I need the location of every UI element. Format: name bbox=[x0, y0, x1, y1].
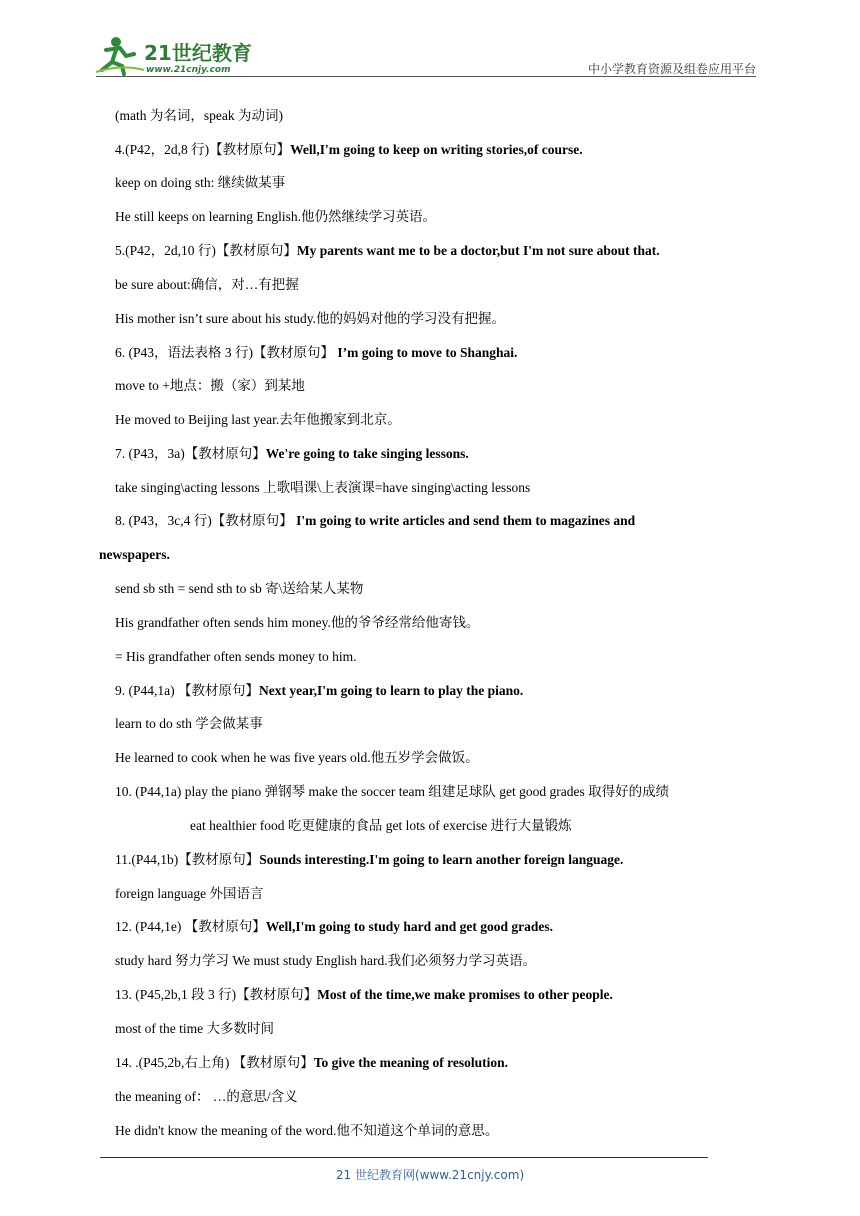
text-line bbox=[115, 242, 660, 260]
text-line bbox=[115, 344, 517, 362]
line-text: 9. (P44,1a) 【教材原句】 bbox=[115, 683, 259, 698]
line-text: most of the time 大多数时间 bbox=[115, 1021, 274, 1036]
original-sentence: My parents want me to be a doctor,but I'm not sure about that. bbox=[296, 243, 660, 258]
line-text: be sure about:确信，对…有把握 bbox=[115, 277, 299, 292]
footer-text: 21 世纪教育网(www.21cnjy.com) bbox=[335, 1168, 525, 1182]
line-text: study hard 努力学习 We must study English hard.我们必须努力学习英语。 bbox=[115, 953, 537, 968]
text-line bbox=[115, 986, 613, 1004]
line-text: send sb sth = send sth to sb 寄\送给某人某物 bbox=[115, 581, 364, 596]
text-line bbox=[115, 310, 505, 328]
line-text: take singing\acting lessons 上歌唱课\上表演课=have singing\acting lessons bbox=[115, 480, 531, 495]
text-line bbox=[115, 749, 479, 767]
text-line bbox=[115, 107, 283, 125]
original-sentence: Well,I'm going to keep on writing stories,of course. bbox=[290, 142, 583, 157]
line-text: 8. (P43，3c,4 行)【教材原句】 bbox=[115, 513, 297, 528]
original-sentence: We're going to take singing lessons. bbox=[265, 446, 469, 461]
line-text: He learned to cook when he was five years old.他五岁学会做饭。 bbox=[115, 750, 479, 765]
text-line bbox=[115, 411, 401, 429]
line-text: = His grandfather often sends money to him. bbox=[115, 649, 357, 664]
text-line bbox=[115, 614, 479, 632]
line-text: 14. .(P45,2b,右上角) 【教材原句】 bbox=[115, 1055, 314, 1070]
text-line bbox=[115, 174, 285, 192]
text-line bbox=[115, 783, 669, 801]
line-text: the meaning of： …的意思/含义 bbox=[115, 1089, 298, 1104]
line-text: 13. (P45,2b,1 段 3 行)【教材原句】 bbox=[115, 987, 318, 1002]
original-sentence: I’m going to move to Shanghai. bbox=[337, 345, 518, 360]
line-text: He still keeps on learning English.他仍然继续学习英语。 bbox=[115, 209, 436, 224]
line-text: 11.(P44,1b)【教材原句】 bbox=[115, 852, 260, 867]
text-line bbox=[115, 851, 623, 869]
line-text: eat healthier food 吃更健康的食品 get lots of exercise 进行大量锻炼 bbox=[190, 818, 572, 833]
text-line bbox=[115, 1020, 274, 1038]
original-sentence: Next year,I'm going to learn to play the piano. bbox=[259, 683, 524, 698]
original-sentence: Well,I'm going to study hard and get good grades. bbox=[265, 919, 554, 934]
line-text: His mother isn’t sure about his study.他的妈妈对他的学习没有把握。 bbox=[115, 311, 505, 326]
line-text: move to +地点：搬（家）到某地 bbox=[115, 378, 305, 393]
line-text: 12. (P44,1e) 【教材原句】 bbox=[115, 919, 266, 934]
text-line bbox=[115, 512, 635, 530]
text-line bbox=[115, 952, 536, 970]
line-text: keep on doing sth: 继续做某事 bbox=[115, 175, 286, 190]
text-line bbox=[115, 715, 263, 733]
text-line bbox=[115, 208, 436, 226]
text-line bbox=[99, 546, 170, 564]
original-sentence: Most of the time,we make promises to other people. bbox=[317, 987, 613, 1002]
text-line bbox=[190, 817, 572, 835]
text-line bbox=[115, 445, 469, 463]
original-sentence: To give the meaning of resolution. bbox=[313, 1055, 509, 1070]
line-text: foreign language 外国语言 bbox=[115, 886, 264, 901]
line-text: learn to do sth 学会做某事 bbox=[115, 716, 263, 731]
line-text: 4.(P42，2d,8 行)【教材原句】 bbox=[115, 142, 291, 157]
text-line bbox=[115, 141, 583, 159]
line-text: 7. (P43，3a)【教材原句】 bbox=[115, 446, 266, 461]
original-sentence: I'm going to write articles and send them to magazines and bbox=[296, 513, 636, 528]
text-line bbox=[115, 580, 363, 598]
text-line bbox=[115, 918, 553, 936]
text-line bbox=[115, 1122, 498, 1140]
text-line bbox=[115, 479, 530, 497]
line-text: He didn't know the meaning of the word.他不知道这个单词的意思。 bbox=[115, 1123, 499, 1138]
line-text: His grandfather often sends him money.他的爷爷经常给他寄钱。 bbox=[115, 615, 480, 630]
original-sentence: newspapers. bbox=[99, 547, 170, 562]
line-text: 10. (P44,1a) play the piano 弹钢琴 make the soccer team 组建足球队 get good grades 取得好的成绩 bbox=[115, 784, 670, 799]
platform-title: 中小学教育资源及组卷应用平台 bbox=[587, 62, 756, 76]
text-line bbox=[115, 1054, 508, 1072]
text-line bbox=[115, 377, 305, 395]
text-line bbox=[115, 885, 263, 903]
line-text: 5.(P42，2d,10 行)【教材原句】 bbox=[115, 243, 297, 258]
line-text: (math 为名词，speak 为动词) bbox=[115, 108, 283, 123]
line-text: He moved to Beijing last year.去年他搬家到北京。 bbox=[115, 412, 401, 427]
footer-divider bbox=[100, 1157, 708, 1158]
text-line bbox=[115, 1088, 298, 1106]
text-line bbox=[115, 682, 523, 700]
text-line bbox=[115, 648, 357, 666]
line-text: 6. (P43，语法表格 3 行)【教材原句】 bbox=[115, 345, 338, 360]
logo-url: www.21cnjy.com bbox=[146, 65, 231, 75]
original-sentence: Sounds interesting.I'm going to learn another foreign language. bbox=[259, 852, 624, 867]
logo-text: 21世纪教育 bbox=[144, 41, 252, 65]
text-line bbox=[115, 276, 299, 294]
